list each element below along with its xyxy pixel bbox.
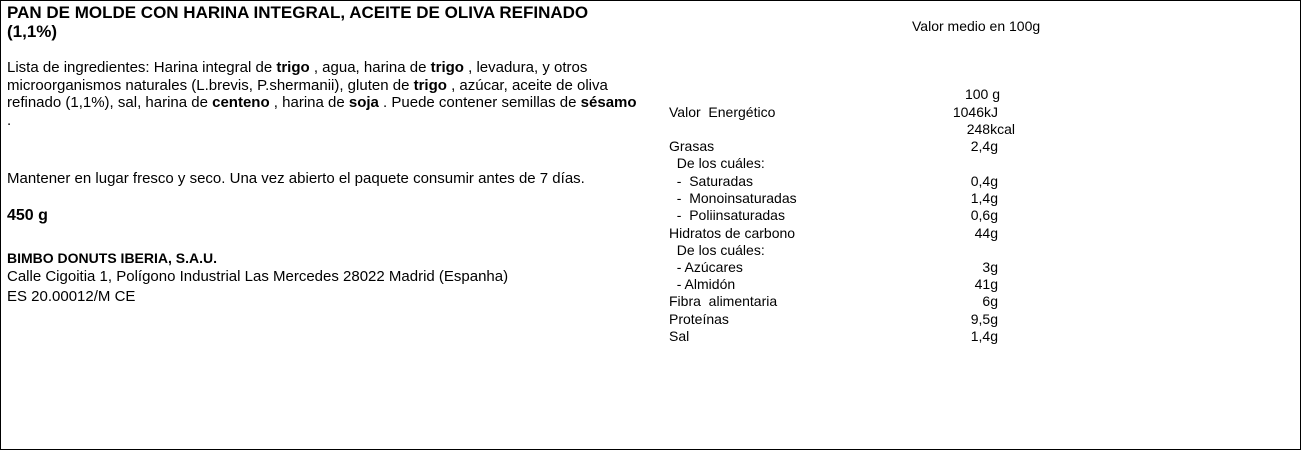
storage-instructions: Mantener en lugar fresco y seco. Una vez abierto el paquete consumir antes de 7 días.: [7, 170, 585, 187]
nutrition-value: 6g: [982, 293, 998, 309]
nutrition-row: [669, 242, 1069, 259]
nutrition-header: Valor medio en 100g: [912, 18, 1041, 34]
nutrition-label: Sal: [669, 328, 690, 344]
nutrition-row-kcal: [669, 121, 1069, 138]
nutrition-row: [669, 173, 1069, 190]
nutrition-value: 0,4g: [970, 173, 998, 189]
nutrition-label: Hidratos de carbono: [669, 225, 796, 241]
nutrition-row: [669, 259, 1069, 276]
ingredients-text: , harina de: [269, 94, 349, 111]
nutrition-row: [669, 276, 1069, 293]
nutrition-label: - Azúcares: [669, 259, 743, 275]
company-name: BIMBO DONUTS IBERIA, S.A.U.: [7, 250, 218, 266]
nutrition-row: [669, 190, 1069, 207]
nutrition-row: [669, 155, 1069, 172]
nutrition-row: [669, 225, 1069, 242]
sanitary-register: ES 20.00012/M CE: [7, 288, 136, 305]
nutrition-value: 41g: [974, 276, 998, 292]
nutrition-label: Proteínas: [669, 311, 729, 327]
ingredients-text: . Puede contener semillas de: [378, 94, 581, 111]
nutrition-label: Valor Energético: [669, 104, 776, 120]
nutrition-value: 1,4g: [970, 190, 998, 206]
ingredients-text: , levadura, y otros microorganismos naturales (L.brevis, P.shermanii), gluten de: [7, 59, 588, 94]
nutrition-value: 2,4g: [970, 138, 998, 154]
ingredients-text: Lista de ingredientes: Harina integral de: [7, 59, 277, 76]
nutrition-row: [669, 207, 1069, 224]
allergen: soja: [348, 94, 379, 111]
allergen: centeno: [212, 94, 270, 111]
nutrition-label: - Saturadas: [669, 173, 754, 189]
nutrition-row: [669, 138, 1069, 155]
product-title: PAN DE MOLDE CON HARINA INTEGRAL, ACEITE DE OLIVA REFINADO (1,1%): [7, 3, 589, 41]
nutrition-row-energy: [669, 104, 1069, 121]
nutrition-value: 0,6g: [970, 207, 998, 223]
nutrition-row: [669, 293, 1069, 310]
nutrition-label: - Monoinsaturadas: [669, 190, 797, 206]
allergen: sésamo: [580, 94, 637, 111]
allergen: trigo: [276, 59, 310, 76]
ingredients-text: , agua, harina de: [309, 59, 431, 76]
nutrition-row: [669, 328, 1069, 345]
nutrition-value-kj: 1046kJ: [952, 104, 998, 120]
company-address: Calle Cigoitia 1, Polígono Industrial Las Mercedes 28022 Madrid (Espanha): [7, 268, 509, 285]
ingredients-list: [7, 59, 647, 129]
nutrition-label: Grasas: [669, 138, 715, 154]
nutrition-label: De los cuáles:: [669, 242, 765, 258]
nutrition-label: - Poliinsaturadas: [669, 207, 785, 223]
nutrition-row: [669, 311, 1069, 328]
nutrition-value: 9,5g: [970, 311, 998, 327]
nutrition-value: 3g: [982, 259, 998, 275]
nutrition-column-header: 100 g: [964, 86, 1000, 102]
net-weight: 450 g: [7, 207, 48, 224]
nutrition-label: - Almidón: [669, 276, 736, 292]
ingredients-text: .: [7, 111, 12, 129]
ingredients-text: , azúcar, aceite de oliva refinado (1,1%), sal, harina de: [7, 76, 608, 111]
allergen: trigo: [413, 76, 447, 94]
nutrition-value: 44g: [974, 225, 998, 241]
nutrition-value-kcal: 248kcal: [966, 121, 1015, 137]
nutrition-label: Fibra alimentaria: [669, 293, 778, 309]
allergen: trigo: [430, 59, 464, 76]
nutrition-label: De los cuáles:: [669, 155, 765, 171]
nutrition-value: 1,4g: [970, 328, 998, 344]
